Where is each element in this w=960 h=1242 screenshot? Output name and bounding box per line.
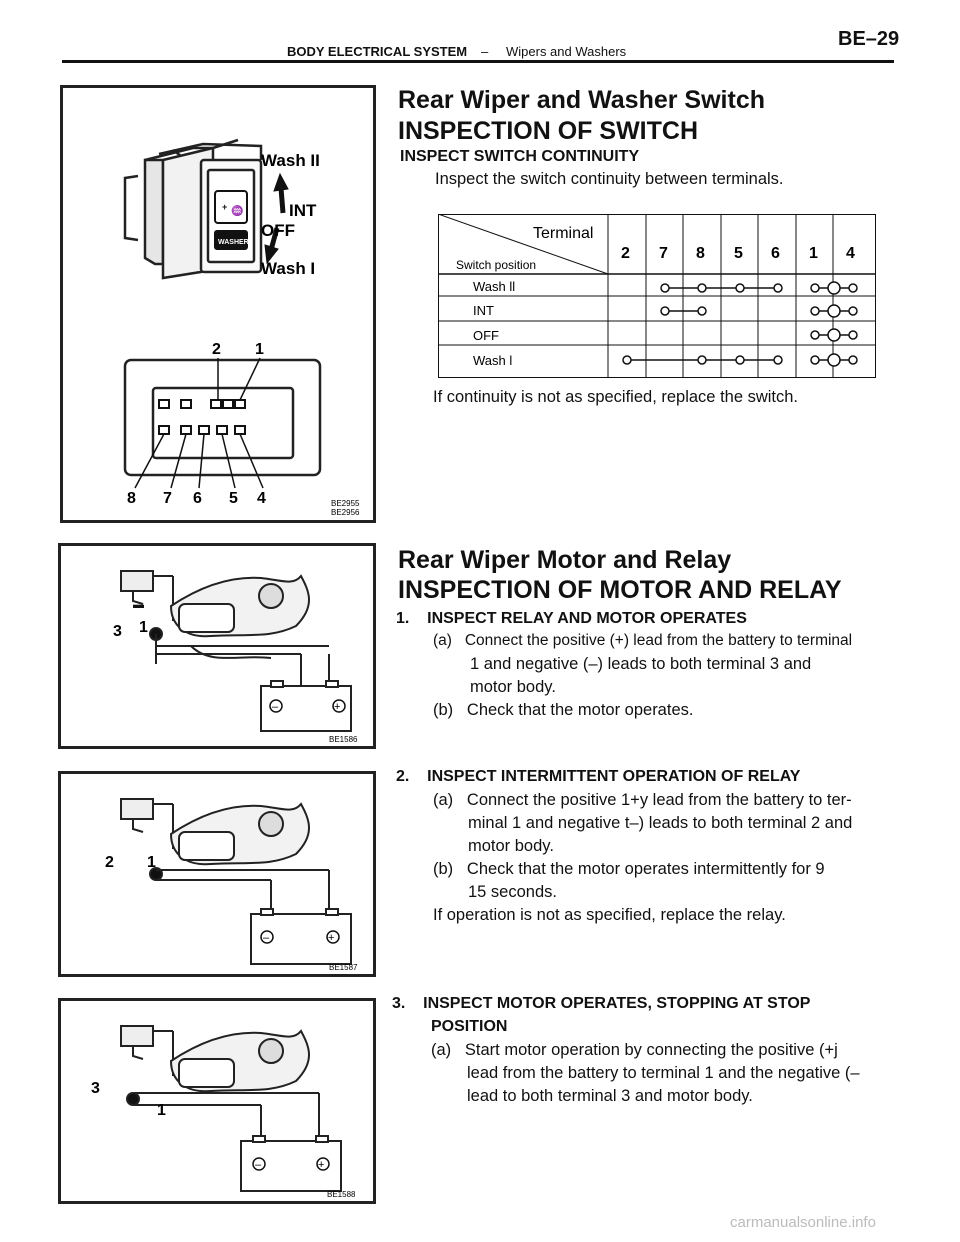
continuity-table xyxy=(438,214,876,379)
header-dash: – xyxy=(481,44,489,59)
step1-heading: 1. INSPECT RELAY AND MOTOR OPERATES xyxy=(396,610,747,627)
step1-line-a3: motor body. xyxy=(470,678,556,696)
header-topic: Wipers and Washers xyxy=(506,44,627,59)
label-off: OFF xyxy=(261,221,295,240)
motor3-code: BE1588 xyxy=(327,1190,356,1199)
conn-label-2: 2 xyxy=(212,341,221,358)
terminal-7: 7 xyxy=(659,245,668,262)
motor-figure-2 xyxy=(58,771,376,977)
label-int: INT xyxy=(289,201,317,220)
section2-title: Rear Wiper Motor and Relay xyxy=(398,546,732,574)
section1-step: INSPECT SWITCH CONTINUITY xyxy=(400,148,640,165)
label-wash-ii: Wash II xyxy=(261,151,320,170)
terminal-8: 8 xyxy=(696,245,705,262)
label-wash-i: Wash I xyxy=(261,259,316,278)
motor1-code: BE1586 xyxy=(329,735,358,744)
footer-watermark[interactable]: carmanualsonline.info xyxy=(730,1214,876,1231)
step2-line-b: (b) Check that the motor operates intermittently for 9 xyxy=(433,860,825,878)
terminal-6: 6 xyxy=(771,245,780,262)
section1-note: If continuity is not as specified, replace the switch. xyxy=(433,388,799,406)
svg-text:+: + xyxy=(334,701,341,713)
step1-line-a2: 1 and negative (–) leads to both terminal 3 and xyxy=(470,655,812,673)
section1-title: Rear Wiper and Washer Switch xyxy=(398,86,765,114)
terminal-1: 1 xyxy=(809,245,818,262)
step3-line-a2: lead from the battery to terminal 1 and the negative (– xyxy=(467,1064,860,1082)
terminal-2: 2 xyxy=(621,245,630,262)
header-section: BODY ELECTRICAL SYSTEM xyxy=(287,44,468,59)
step2-note: If operation is not as specified, replace the relay. xyxy=(433,906,786,924)
conn-label-5: 5 xyxy=(229,490,238,507)
svg-text:♒: ♒ xyxy=(231,206,244,217)
conn-label-7: 7 xyxy=(163,490,172,507)
step1-line-a: (a) Connect the positive (+) lead from the battery to terminal xyxy=(433,632,853,649)
diode-marks xyxy=(811,282,857,366)
step2-line-a2: minal 1 and negative t–) leads to both terminal 2 and xyxy=(468,814,853,832)
row-off: OFF xyxy=(473,328,499,343)
step2-line-a3: motor body. xyxy=(468,837,554,855)
svg-text:▬: ▬ xyxy=(133,599,144,611)
page-number: BE–29 xyxy=(838,28,900,50)
table-corner-bottom: Switch position xyxy=(456,258,537,272)
header-rule xyxy=(62,60,894,63)
step3-heading: 3. INSPECT MOTOR OPERATES, STOPPING AT STOP xyxy=(392,995,811,1012)
switch-figure xyxy=(60,85,376,523)
svg-text:+: + xyxy=(222,202,228,212)
motor3-label-a: 3 xyxy=(91,1080,100,1097)
connector-face xyxy=(153,388,293,458)
step3-line-a3: lead to both terminal 3 and motor body. xyxy=(467,1087,753,1105)
step2-heading: 2. INSPECT INTERMITTENT OPERATION OF RELAY xyxy=(396,768,801,785)
step3-heading-2: POSITION xyxy=(431,1018,508,1035)
row-int: INT xyxy=(473,303,494,318)
switch-illustration xyxy=(63,88,373,520)
motor2-label-a: 2 xyxy=(105,854,114,871)
section1-instruction: Inspect the switch continuity between terminals. xyxy=(435,170,784,188)
figure-code-1: BE2955 xyxy=(331,499,360,508)
conn-label-6: 6 xyxy=(193,490,202,507)
motor-figure-1 xyxy=(58,543,376,749)
conn-label-1: 1 xyxy=(255,341,264,358)
row-wash-ll: Wash ll xyxy=(473,279,516,294)
figure-code-2: BE2956 xyxy=(331,508,360,517)
conn-label-8: 8 xyxy=(127,490,136,507)
table-corner-top: Terminal xyxy=(533,225,594,242)
terminal-4: 4 xyxy=(846,245,855,262)
step3-line-a: (a) Start motor operation by connecting the positive (+j xyxy=(431,1041,838,1059)
motor1-label-a: 3 xyxy=(113,623,122,640)
motor-figure-3 xyxy=(58,998,376,1204)
svg-text:+: + xyxy=(328,932,335,944)
step2-line-b2: 15 seconds. xyxy=(468,883,557,901)
section1-subtitle: INSPECTION OF SWITCH xyxy=(398,117,698,145)
svg-text:+: + xyxy=(318,1159,325,1171)
knob-label: WASHER xyxy=(218,239,249,246)
svg-text:–: – xyxy=(272,701,279,713)
svg-text:–: – xyxy=(263,932,270,944)
motor1-label-b: 1 xyxy=(139,619,148,636)
row-wash-l: Wash l xyxy=(473,353,513,368)
terminal-5: 5 xyxy=(734,245,743,262)
conn-label-4: 4 xyxy=(257,490,266,507)
motor3-label-b: 1 xyxy=(157,1102,166,1119)
step1-line-b: (b) Check that the motor operates. xyxy=(433,701,694,719)
svg-text:–: – xyxy=(255,1159,262,1171)
motor2-label-b: 1 xyxy=(147,854,156,871)
step2-line-a: (a) Connect the positive 1+y lead from the battery to ter- xyxy=(433,791,852,809)
motor2-code: BE1587 xyxy=(329,963,358,972)
section2-subtitle: INSPECTION OF MOTOR AND RELAY xyxy=(398,576,842,604)
